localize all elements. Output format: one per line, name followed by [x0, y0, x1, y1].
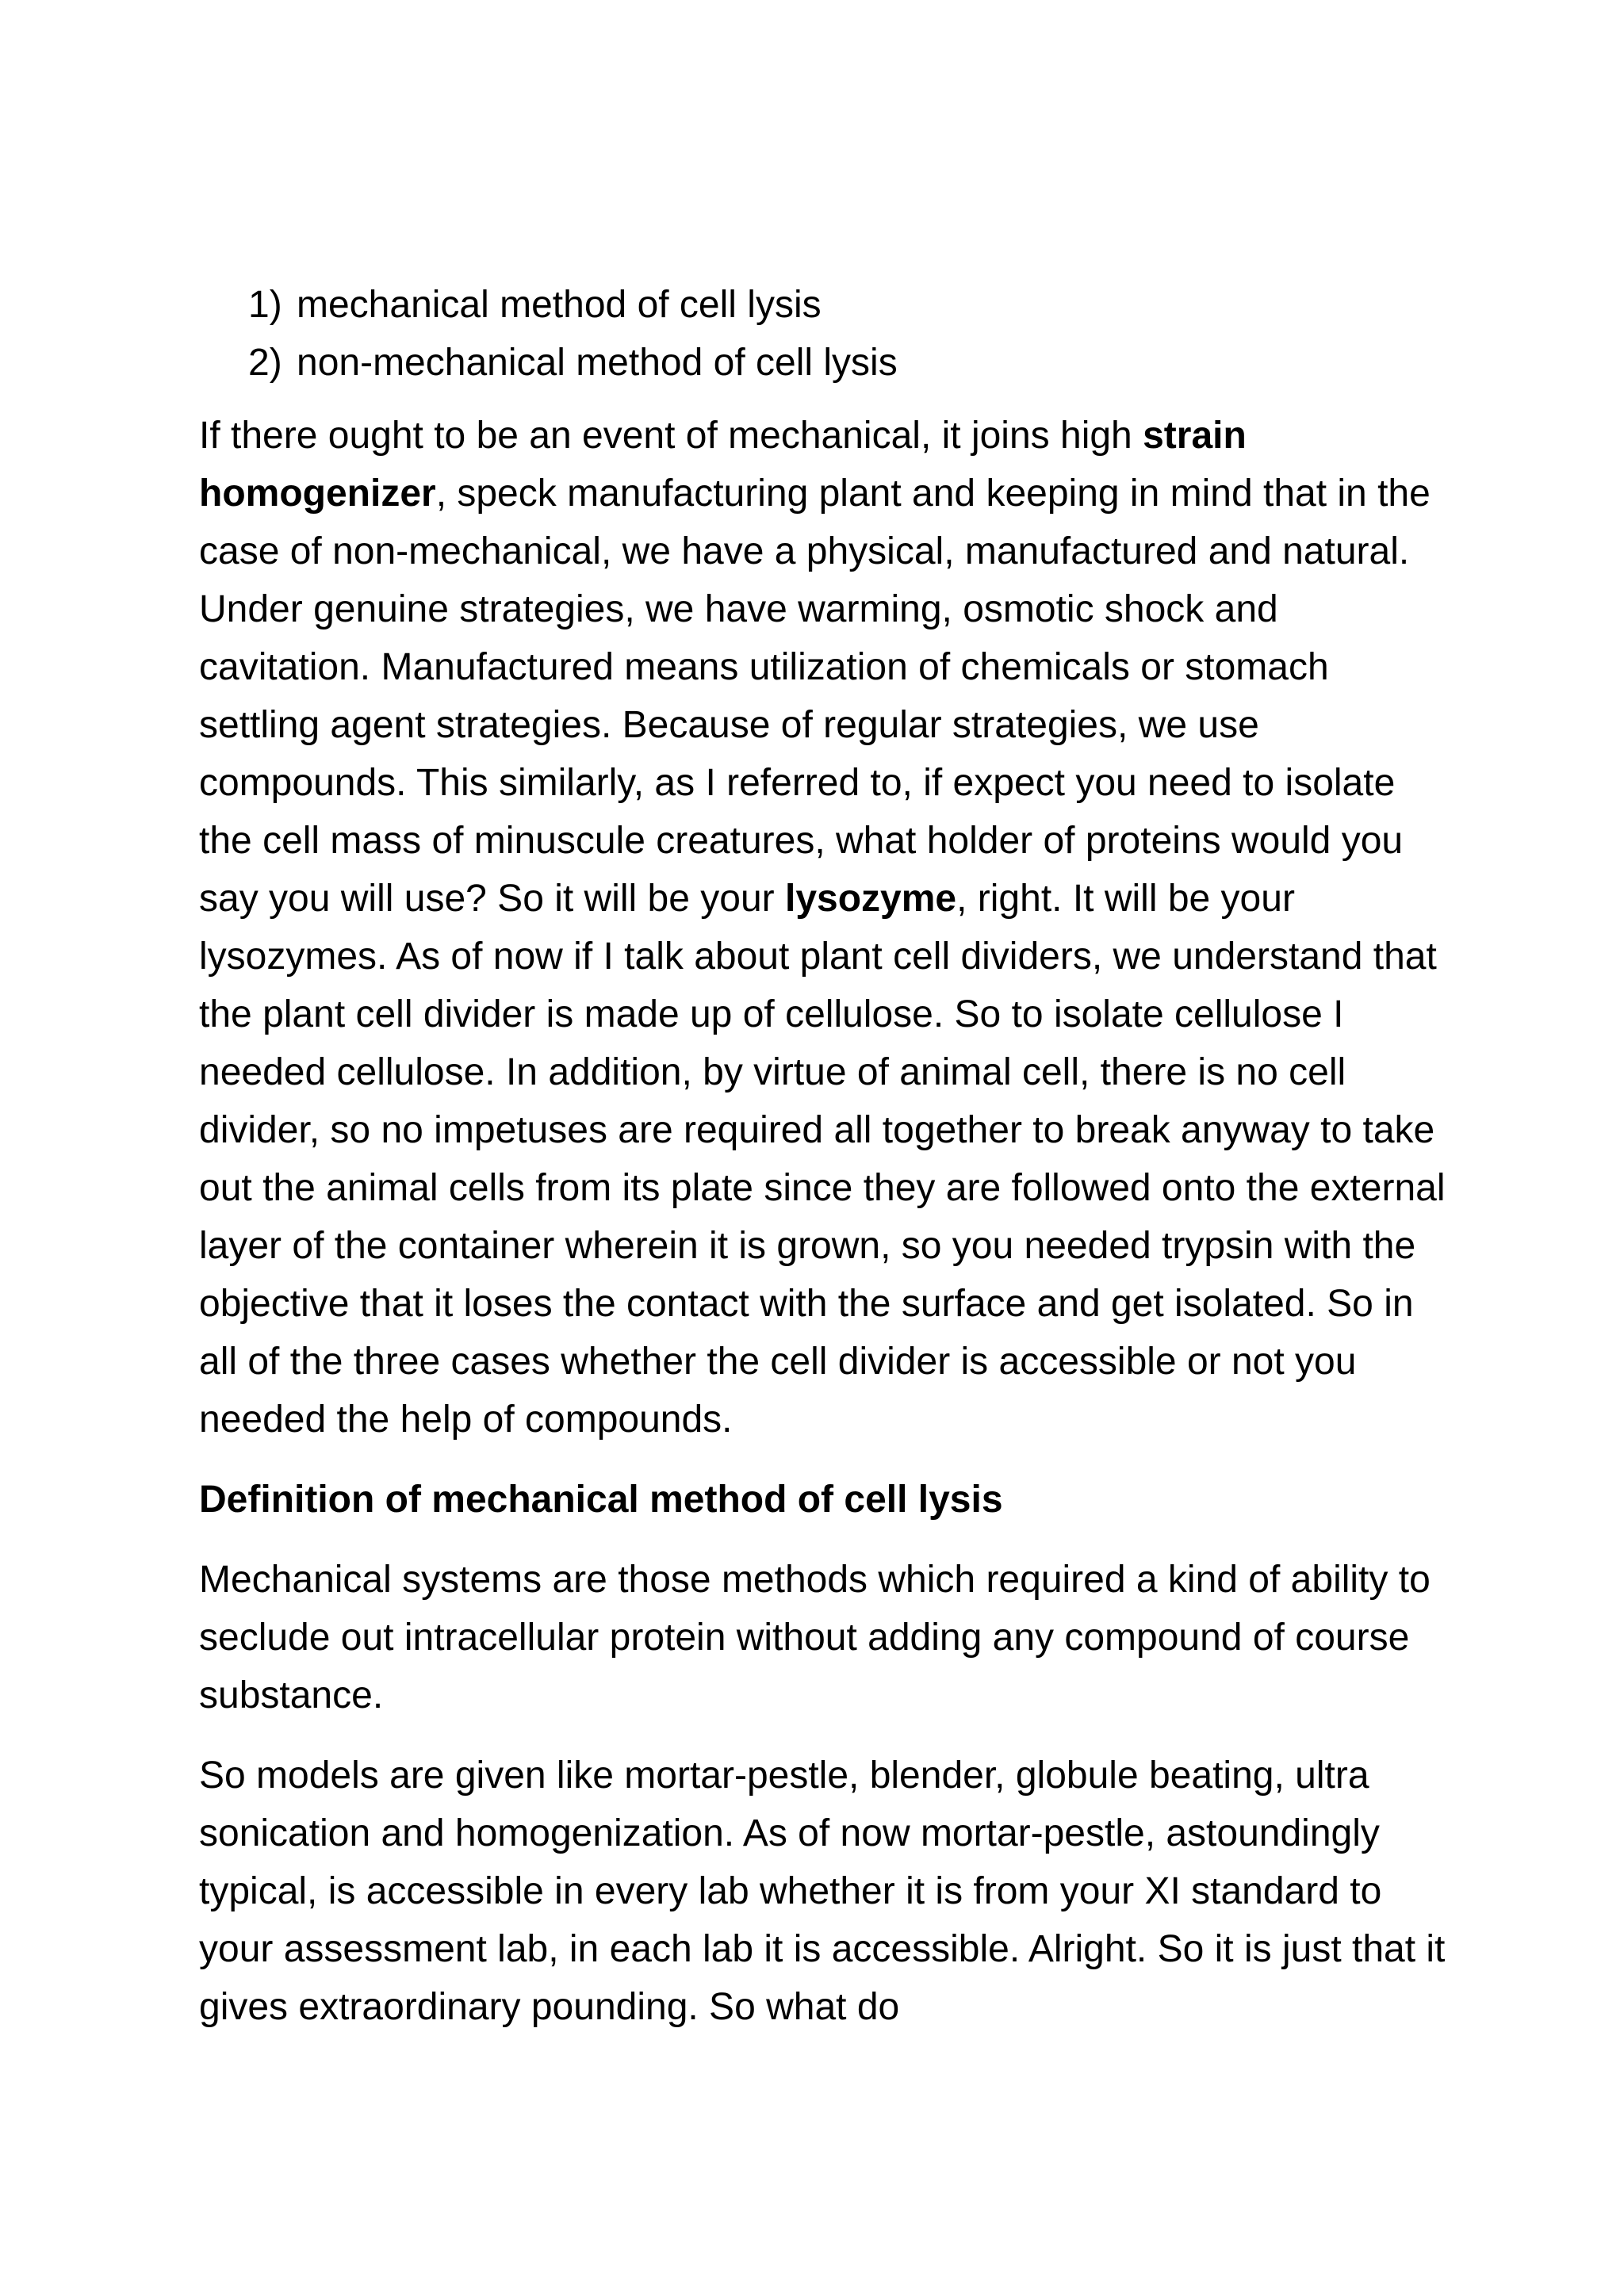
- document-body: [199, 276, 1452, 2036]
- list-item-text: mechanical method of cell lysis: [297, 284, 822, 326]
- bold-term-strain-homogenizer: strain homogenizer: [199, 415, 1247, 515]
- list-item: [199, 276, 1452, 334]
- list-item-number: 2): [248, 342, 282, 384]
- list-item-text: non-mechanical method of cell lysis: [297, 342, 898, 384]
- section-heading: Definition of mechanical method of cell lysis: [199, 1479, 1003, 1521]
- list-item-number: 1): [248, 284, 282, 326]
- paragraph-mechanical-definition: Mechanical systems are those methods which required a kind of ability to seclude out intracellular protein without adding any compound of course substance.: [199, 1559, 1431, 1716]
- paragraph-cell-lysis-methods: [199, 407, 1452, 1448]
- list-item: [199, 334, 1452, 392]
- bold-term-lysozyme: lysozyme: [784, 878, 957, 920]
- paragraph-text: , speck manufacturing plant and keeping in mind that in the case of non-mechanical, we have a physical, manufactured and natural. Under genuine strategies, we have warming, osmotic shock and cavitation. Manufactured means utilization of chemicals or stomach settling agent strategies. Because of regular strategies, we use compounds. This similarly, as I referred to, if expect you need to isolate the cell mass of minuscule creatures, what holder of proteins would you say you will use? So it will be your: [199, 473, 1431, 920]
- lysis-method-list: [199, 276, 1452, 392]
- paragraph-text: , right. It will be your lysozymes. As of now if I talk about plant cell dividers, we understand that the plant cell divider is made up of cellulose. So to isolate cellulose I needed cellulose. In addition, by virtue of animal cell, there is no cell divider, so no impetuses are required all together to break anyway to take out the animal cells from its plate since they are followed onto the external layer of the container wherein it is grown, so you needed trypsin with the objective that it loses the contact with the surface and get isolated. So in all of the three cases whether the cell divider is accessible or not you needed the help of compounds.: [199, 878, 1446, 1441]
- paragraph-text: If there ought to be an event of mechanical, it joins high: [199, 415, 1143, 457]
- paragraph-mechanical-examples: So models are given like mortar-pestle, blender, globule beating, ultra sonication and homogenization. As of now mortar-pestle, astoundingly typical, is accessible in every lab whether it is from your XI standard to your assessment lab, in each lab it is accessible. Alright. So it is just that it gives extraordinary pounding. So what do: [199, 1755, 1446, 2028]
